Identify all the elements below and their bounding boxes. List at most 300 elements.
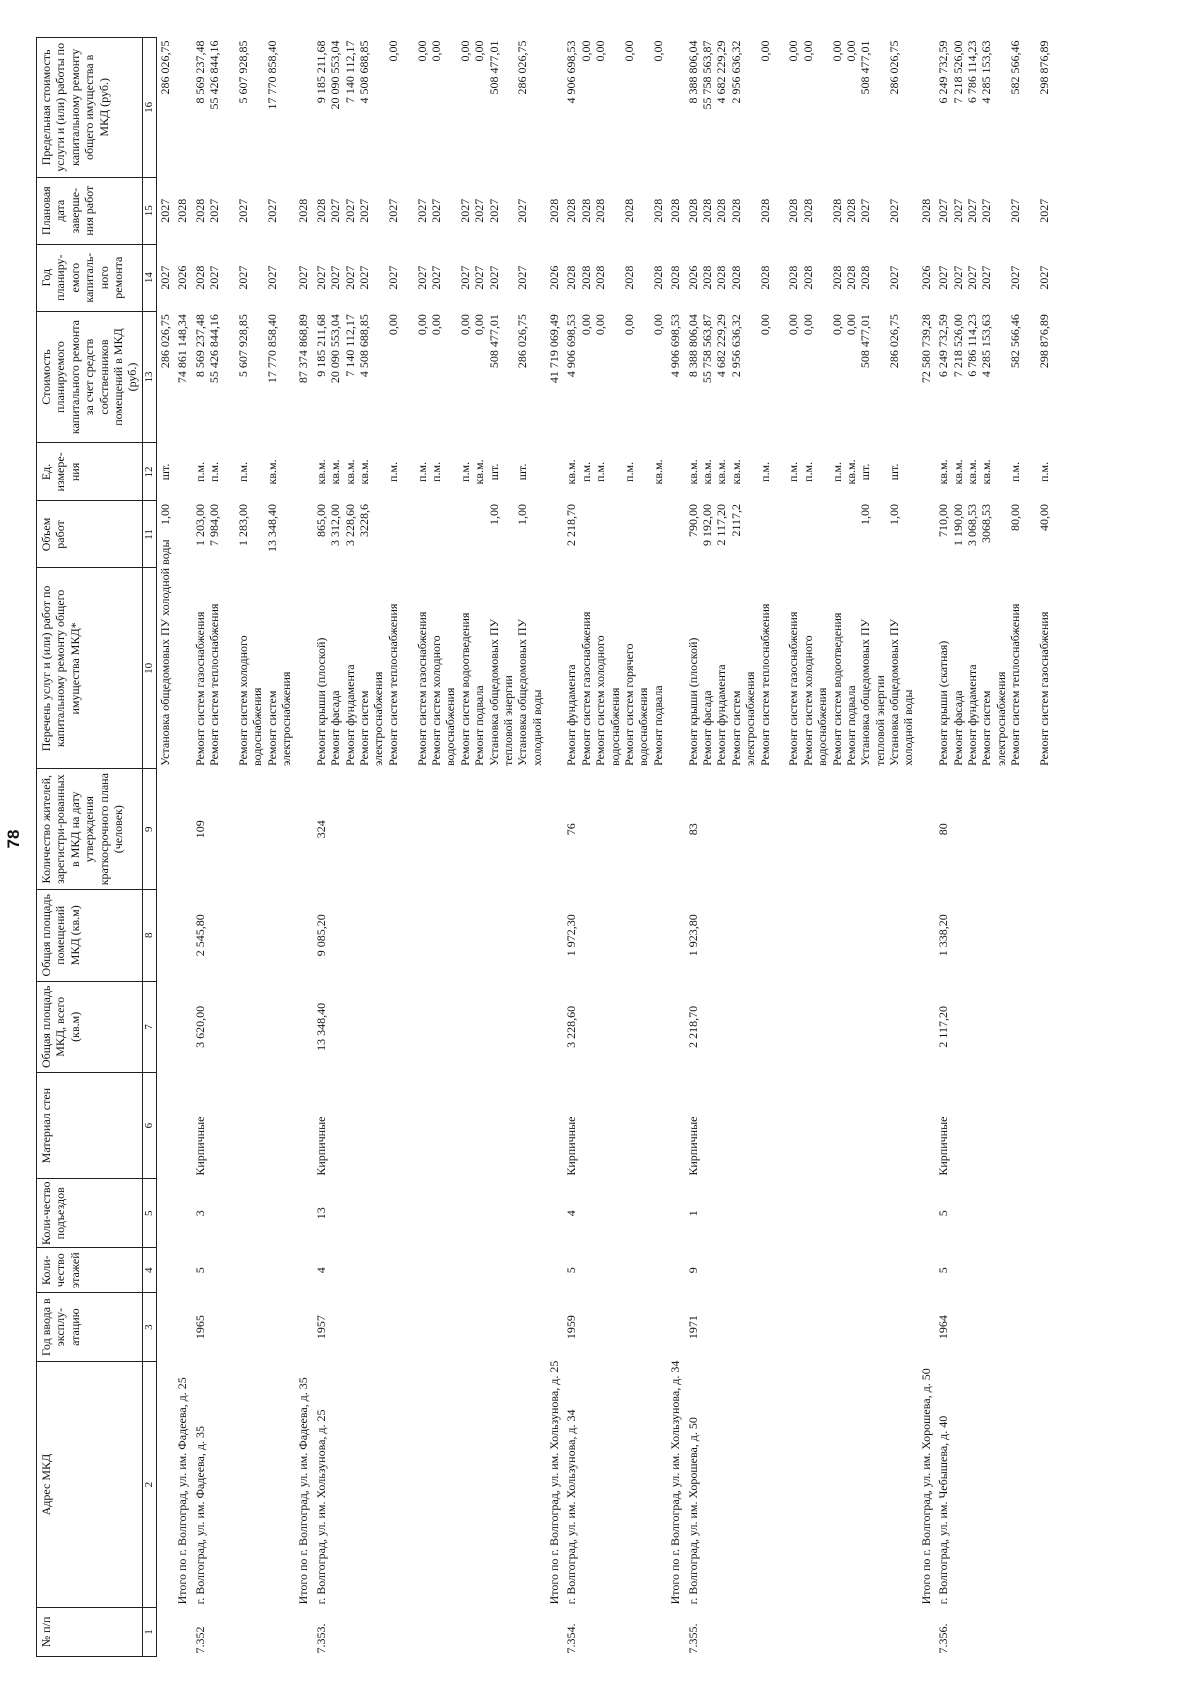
unit-list-line: шт. <box>887 463 902 481</box>
year-list-line: 2028 <box>564 265 579 290</box>
unit-list-line: кв.м. <box>685 459 700 485</box>
works-list-line <box>221 571 235 766</box>
header-cell: Количество жителей, зарегистри-рованных в МКД на дату утверждения краткосрочного плана (человек) <box>37 769 143 890</box>
empty-cell <box>173 1293 190 1362</box>
year-list <box>934 244 1052 311</box>
unit-list-line: кв.м. <box>328 459 343 485</box>
volume-list-line: 2 117,20 <box>714 503 729 546</box>
works-list <box>684 568 917 769</box>
volume-list-line <box>622 504 636 565</box>
volume-list-line: 40,00 <box>1036 503 1051 531</box>
total-row <box>917 38 934 1657</box>
volume-list-line <box>593 504 607 565</box>
cost-list-line <box>250 314 264 440</box>
volume-list-line <box>786 504 800 565</box>
volume-list-line: 9 192,00 <box>699 503 714 546</box>
empty-cell <box>545 1073 562 1179</box>
end-list-line: 2028 <box>593 198 608 223</box>
empty-cell <box>156 981 173 1073</box>
empty-cell <box>294 1248 311 1293</box>
cost-list-line <box>743 314 757 440</box>
end-list-line: 2028 <box>714 198 729 223</box>
limit-list-line: 7 218 526,00 <box>950 40 965 104</box>
column-number-row <box>142 38 156 1657</box>
empty-cell <box>666 1607 683 1656</box>
volume-list <box>191 501 295 568</box>
end-list <box>684 177 917 244</box>
end-list <box>562 177 666 244</box>
empty-cell <box>545 981 562 1073</box>
year-list-line: 2028 <box>650 265 665 290</box>
unit-list <box>562 443 666 501</box>
volume-list <box>562 501 666 568</box>
header-cell: Общая площадь помещений МКД (кв.м) <box>37 889 143 981</box>
empty-cell <box>294 1607 311 1656</box>
year-list-line: 2027 <box>472 265 487 290</box>
cost-list-line: 6 786 114,23 <box>965 314 980 377</box>
limit-list-line <box>743 41 757 175</box>
cost-list-line <box>636 314 650 440</box>
unit-list-line: п.м. <box>428 461 443 482</box>
area-rooms: 1 923,80 <box>685 914 700 957</box>
empty-cell <box>294 501 311 568</box>
empty-cell <box>294 443 311 501</box>
works-list-line: Ремонт фасада <box>950 690 965 766</box>
unit-list-line: кв.м. <box>264 459 279 485</box>
works-list-line: Ремонт систем теплоснабжения <box>1008 603 1023 766</box>
end-list-line: 2027 <box>858 198 873 223</box>
limit-list-line: 0,00 <box>578 40 593 62</box>
volume-list-line: 1,00 <box>486 503 501 525</box>
works-list <box>191 568 295 769</box>
volume-list-line: 13 348,40 <box>264 503 279 552</box>
volume-list-line <box>772 504 786 565</box>
column-number: 4 <box>142 1248 156 1293</box>
works-list-line: Ремонт фундамента <box>714 664 729 766</box>
end-list-line <box>743 180 757 241</box>
cost-list-line: 298 876,89 <box>1036 314 1051 369</box>
empty-cell <box>666 981 683 1073</box>
end-list-line: 2028 <box>699 198 714 223</box>
empty-cell <box>294 38 311 178</box>
area-rooms: 1 338,20 <box>936 914 951 957</box>
limit-list-line: 8 388 806,04 <box>685 40 700 104</box>
year-list-line: 2027 <box>515 265 530 290</box>
year-list-line <box>400 247 414 308</box>
year-list-line <box>371 247 385 308</box>
header-cell: Адрес МКД <box>37 1362 143 1608</box>
empty-cell <box>666 501 683 568</box>
unit-list-line <box>530 446 544 498</box>
empty-cell <box>173 1179 190 1248</box>
end-list-line <box>636 180 650 241</box>
empty-cell <box>666 443 683 501</box>
area-rooms: 1 972,30 <box>564 914 579 957</box>
wall-material: Кирпичные <box>936 1116 951 1176</box>
unit-list-line: шт. <box>515 463 530 481</box>
works-list-line <box>1023 571 1037 766</box>
works-list-line: Ремонт систем <box>728 690 743 766</box>
floors: 4 <box>313 1267 328 1274</box>
limit-list-line: 4 508 688,85 <box>357 40 371 104</box>
wall-material: Кирпичные <box>564 1116 579 1176</box>
end-list-line <box>530 180 544 241</box>
end-list-line: 2027 <box>264 198 279 223</box>
end-list-line: 2027 <box>887 198 902 223</box>
limit-list-line <box>501 41 515 175</box>
empty-cell <box>294 889 311 981</box>
limit-list-line: 8 569 237,48 <box>192 40 207 104</box>
end-list-line <box>400 180 414 241</box>
unit-list-line: п.м. <box>414 461 429 482</box>
cost-list <box>312 311 545 443</box>
unit-list-line: кв.м. <box>714 459 729 485</box>
works-list-line: электроснабжения <box>371 671 386 766</box>
cost-list-line: 286 026,75 <box>887 314 902 369</box>
limit-list-line: 4 906 698,53 <box>564 40 579 104</box>
column-number: 9 <box>142 769 156 890</box>
limit-list-line: 0,00 <box>757 40 772 62</box>
limit-list-line: 55 758 563,87 <box>699 40 714 110</box>
unit-list-line: кв.м. <box>728 459 743 485</box>
cost-list-line: 0,00 <box>800 314 815 336</box>
unit-list-line: кв.м. <box>950 459 965 485</box>
total-end: 2028 <box>918 198 933 223</box>
unit-list <box>191 443 295 501</box>
works-list-line: холодной воды <box>529 689 544 766</box>
limit-list-line: 17 770 858,40 <box>264 40 279 110</box>
entrances: 13 <box>313 1207 328 1220</box>
end-list-line: 2028 <box>757 198 772 223</box>
end-list-line: 2028 <box>564 198 579 223</box>
unit-list-line <box>743 446 757 498</box>
empty-cell <box>917 981 934 1073</box>
limit-list-line: 0,00 <box>829 40 844 62</box>
unit-list-line <box>1023 446 1037 498</box>
volume-list-line <box>501 504 515 565</box>
column-number: 16 <box>142 38 156 178</box>
unit-list-line <box>443 446 457 498</box>
volume-list-line <box>608 504 622 565</box>
year-list-line: 2027 <box>342 265 357 290</box>
repair-plan-table <box>36 37 1052 1657</box>
unit-list-line: п.м. <box>829 461 844 482</box>
works-list-line: холодной воды <box>901 689 916 766</box>
header-cell: Год планиру-емого капиталь-ного ремонта <box>37 244 143 311</box>
end-list-line: 2027 <box>385 198 400 223</box>
cost-list-line: 286 026,75 <box>515 314 530 369</box>
year-list-line: 2028 <box>800 265 815 290</box>
address: г. Волгоград, ул. им. Чебышева, д. 40 <box>936 1415 951 1605</box>
object-row <box>684 38 917 1657</box>
works-list <box>562 568 666 769</box>
year-list-line <box>815 247 829 308</box>
empty-cell <box>666 889 683 981</box>
limit-list-line: 0,00 <box>385 40 400 62</box>
end-list-line <box>501 180 515 241</box>
empty-cell <box>173 38 190 178</box>
year-list-line <box>901 247 915 308</box>
cost-list-line: 0,00 <box>472 314 487 336</box>
end-list-line: 2027 <box>414 198 429 223</box>
empty-cell <box>545 443 562 501</box>
cost-list-line: 0,00 <box>428 314 443 336</box>
empty-cell <box>917 38 934 178</box>
works-list-line: Ремонт систем теплоснабжения <box>385 603 400 766</box>
cost-list-line: 4 508 688,85 <box>357 314 371 378</box>
unit-list-line: п.м. <box>800 461 815 482</box>
works-list-line: Ремонт систем газоснабжения <box>578 611 593 766</box>
year-list-line: 2027 <box>207 265 222 290</box>
end-list-line <box>901 180 915 241</box>
volume-list-line: 2117,2 <box>728 503 743 537</box>
cost-list-line <box>279 314 293 440</box>
empty-cell <box>173 981 190 1073</box>
end-list-line: 2027 <box>457 198 472 223</box>
volume-list-line <box>400 504 414 565</box>
total-year: 2028 <box>668 265 683 290</box>
empty-cell <box>294 769 311 890</box>
year-list-line: 2027 <box>965 265 980 290</box>
volume-list-line <box>1023 504 1037 565</box>
empty-cell <box>173 501 190 568</box>
area-rooms: 9 085,20 <box>313 914 328 957</box>
volume-list <box>312 501 545 568</box>
year-list-line: 2028 <box>829 265 844 290</box>
total-year: 2027 <box>296 265 311 290</box>
works-list-line: водоснабжения <box>607 687 622 766</box>
entrances: 4 <box>564 1210 579 1217</box>
year-list-line: 2028 <box>192 265 207 290</box>
end-list-line: 2028 <box>728 198 743 223</box>
volume-list-line: 865,00 <box>313 503 328 537</box>
empty-cell <box>156 1179 173 1248</box>
unit-list <box>684 443 917 501</box>
cost-list <box>684 311 917 443</box>
total-label: Итого по г. Волгоград, ул. им. Хользунова, д. 25 <box>547 1360 562 1605</box>
end-list-line <box>873 180 887 241</box>
end-list-line: 2027 <box>207 198 222 223</box>
cost-list <box>156 311 173 443</box>
cost-list-line: 0,00 <box>457 314 472 336</box>
works-list-line: Ремонт крыши (скатная) <box>936 640 951 766</box>
year-list-line <box>772 247 786 308</box>
works-list-line: Ремонт систем холодного <box>593 635 608 766</box>
unit-list-line: шт. <box>157 463 172 481</box>
limit-list-line <box>772 41 786 175</box>
works-list-line: Ремонт систем газоснабжения <box>192 611 207 766</box>
empty-cell <box>917 1607 934 1656</box>
limit-list-line <box>400 41 414 175</box>
works-list-line: электроснабжения <box>279 671 294 766</box>
end-list-line <box>1023 180 1037 241</box>
column-number: 10 <box>142 568 156 769</box>
empty-cell <box>173 769 190 890</box>
wall-material: Кирпичные <box>313 1116 328 1176</box>
empty-cell <box>666 769 683 890</box>
end-list-line: 2027 <box>342 198 357 223</box>
cost-list-line <box>400 314 414 440</box>
end-list-line: 2028 <box>192 198 207 223</box>
end-list <box>156 177 173 244</box>
cost-list-line: 55 758 563,87 <box>699 314 714 384</box>
column-number: 5 <box>142 1179 156 1248</box>
works-list-line: Ремонт систем <box>264 690 279 766</box>
area-total: 2 117,20 <box>936 1006 951 1048</box>
unit-list-line: п.м. <box>578 461 593 482</box>
address: г. Волгоград, ул. им. Хорошева, д. 50 <box>685 1417 700 1605</box>
empty-cell <box>156 1293 173 1362</box>
works-list-line: тепловой энергии <box>500 675 515 766</box>
volume-list-line: 7 984,00 <box>207 503 222 546</box>
limit-list-line <box>371 41 385 175</box>
area-total: 13 348,40 <box>313 1002 328 1051</box>
limit-list-line: 0,00 <box>622 40 637 62</box>
empty-cell <box>917 1248 934 1293</box>
total-year: 2026 <box>918 265 933 290</box>
empty-cell <box>917 443 934 501</box>
year-list <box>684 244 917 311</box>
unit-list-line: кв.м. <box>650 459 665 485</box>
limit-list-line <box>1023 41 1037 175</box>
volume-list-line: 3228,6 <box>357 503 371 537</box>
limit-list-line: 582 566,46 <box>1008 40 1023 95</box>
total-end: 2028 <box>175 198 190 223</box>
cost-list-line: 17 770 858,40 <box>264 314 279 384</box>
total-row <box>666 38 683 1657</box>
cost-list-line <box>443 314 457 440</box>
empty-cell <box>545 501 562 568</box>
end-list-line: 2027 <box>979 198 994 223</box>
volume-list-line <box>250 504 264 565</box>
cost-list-line: 20 090 553,04 <box>328 314 343 384</box>
header-cell: № п/п <box>37 1607 143 1656</box>
year-list <box>191 244 295 311</box>
cost-list-line: 508 477,01 <box>486 314 501 369</box>
works-list-line: Установка общедомовых ПУ <box>515 618 530 766</box>
volume-list-line: 80,00 <box>1008 503 1023 531</box>
empty-cell <box>666 38 683 178</box>
cost-list-line: 0,00 <box>786 314 801 336</box>
volume-list-line <box>221 504 235 565</box>
works-list-line: Ремонт систем газоснабжения <box>786 611 801 766</box>
empty-cell <box>156 769 173 890</box>
cost-list-line: 4 906 698,53 <box>564 314 579 378</box>
limit-list-line: 20 090 553,04 <box>328 40 343 110</box>
end-list-line: 2027 <box>936 198 951 223</box>
unit-list-line: п.м. <box>457 461 472 482</box>
works-list-line: водоснабжения <box>636 687 651 766</box>
column-number: 8 <box>142 889 156 981</box>
address: г. Волгоград, ул. им. Фадеева, д. 35 <box>192 1426 207 1605</box>
column-number: 15 <box>142 177 156 244</box>
volume-list-line <box>815 504 829 565</box>
cost-list-line: 6 249 732,59 <box>936 314 951 378</box>
cost-list-line <box>1023 314 1037 440</box>
empty-cell <box>156 1607 173 1656</box>
year-list-line: 2027 <box>235 265 250 290</box>
object-row <box>562 38 666 1657</box>
cost-list-line: 0,00 <box>622 314 637 336</box>
unit-list-line: шт. <box>858 463 873 481</box>
volume-list-line: 1,00 <box>157 503 172 525</box>
volume-list-line <box>458 504 472 565</box>
unit-list-line <box>279 446 293 498</box>
total-end: 2028 <box>668 198 683 223</box>
header-cell: Стоимость планируемого капитального ремонта за счет средств собственников помещений в МКД (руб.) <box>37 311 143 443</box>
limit-list-line <box>608 41 622 175</box>
limit-list-line: 2 956 636,32 <box>728 40 743 104</box>
works-list-line: Ремонт фасада <box>699 690 714 766</box>
cost-list-line: 582 566,46 <box>1008 314 1023 369</box>
empty-cell <box>173 568 190 769</box>
cost-list-line: 0,00 <box>578 314 593 336</box>
limit-list-line <box>530 41 544 175</box>
address: г. Волгоград, ул. им. Хользунова, д. 34 <box>564 1409 579 1605</box>
works-list-line: Ремонт фундамента <box>965 664 980 766</box>
limit-list-line: 6 249 732,59 <box>936 40 951 104</box>
volume-list-line <box>386 504 400 565</box>
empty-cell <box>173 443 190 501</box>
limit-list <box>191 38 295 178</box>
end-list-line <box>221 180 235 241</box>
year-list-line: 2027 <box>428 265 443 290</box>
year-list-line <box>443 247 457 308</box>
total-year: 2026 <box>175 265 190 290</box>
floors: 5 <box>936 1267 951 1274</box>
year-built: 1959 <box>564 1315 579 1340</box>
volume-list-line <box>901 504 915 565</box>
year-list <box>312 244 545 311</box>
empty-cell <box>545 889 562 981</box>
year-list-line: 2027 <box>414 265 429 290</box>
limit-list <box>684 38 917 178</box>
total-label: Итого по г. Волгоград, ул. им. Фадеева, д. 35 <box>296 1377 311 1605</box>
wall-material: Кирпичные <box>192 1116 207 1176</box>
unit-list-line: п.м. <box>192 461 207 482</box>
works-list-line: Ремонт крыши (плоской) <box>685 637 700 766</box>
total-end: 2028 <box>547 198 562 223</box>
empty-cell <box>917 1073 934 1179</box>
year-list-line: 2027 <box>950 265 965 290</box>
empty-cell <box>917 501 934 568</box>
year-list-line: 2026 <box>685 265 700 290</box>
limit-list-line <box>279 41 293 175</box>
year-list-line: 2028 <box>699 265 714 290</box>
cost-list-line <box>608 314 622 440</box>
residents: 109 <box>192 820 207 839</box>
end-list <box>191 177 295 244</box>
end-list-line <box>279 180 293 241</box>
works-list-line <box>400 571 414 766</box>
floors: 5 <box>192 1267 207 1274</box>
limit-list-line: 9 185 211,68 <box>313 40 328 104</box>
limit-list-line: 298 876,89 <box>1036 40 1051 95</box>
cost-list-line: 0,00 <box>843 314 858 336</box>
end-list-line <box>994 180 1008 241</box>
cost-list-line <box>815 314 829 440</box>
end-list-line: 2027 <box>235 198 250 223</box>
end-list-line: 2027 <box>965 198 980 223</box>
volume-list-line <box>279 504 293 565</box>
volume-list-line: 3 228,60 <box>342 503 357 546</box>
limit-list-line: 0,00 <box>414 40 429 62</box>
limit-list-line: 286 026,75 <box>157 40 172 95</box>
table-body <box>156 38 1052 1657</box>
limit-list-line: 0,00 <box>800 40 815 62</box>
total-cost: 87 374 868,89 <box>296 314 311 384</box>
volume-list-line <box>636 504 650 565</box>
